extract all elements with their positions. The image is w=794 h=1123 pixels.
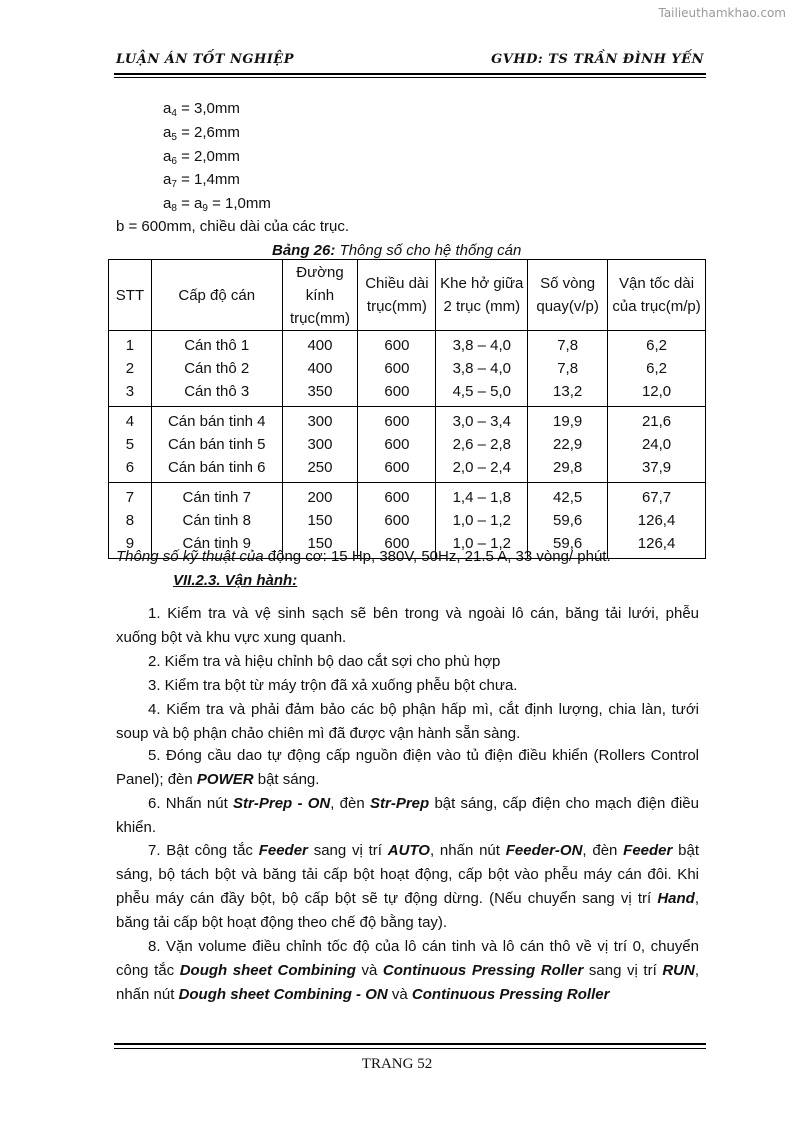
table-row: 7 Cán tinh 7 200 600 1,4 – 1,8 42,5 67,7	[109, 483, 706, 510]
dim-a8-a9: $a_8 = a_9 = 1,0mm$	[163, 195, 271, 214]
col-header-gap: Khe hở giữa 2 trục (mm)	[436, 260, 528, 331]
page-header	[116, 50, 704, 72]
col-header-level: Cấp độ cán	[151, 260, 282, 331]
motor-spec-line: Thông số kỹ thuật của động cơ: 15 Hp, 380V, 50Hz, 21.5 A, 33 vòng/ phút.	[116, 548, 611, 565]
step-4: 4. Kiểm tra và phải đảm bảo các bộ phận hấp mì, cắt định lượng, chia làn, tưới soup và bộ phận chảo chiên mì đã được vận hành sẵn sàng.	[116, 701, 699, 742]
table-row: 8 Cán tinh 8 150 600 1,0 – 1,2 59,6 126,4	[109, 509, 706, 532]
table-caption: Bảng 26: Thông số cho hệ thống cán	[272, 242, 522, 259]
col-header-rpm: Số vòng quay(v/p)	[528, 260, 608, 331]
dim-a4: $a_4 = 3,0mm$	[163, 100, 240, 119]
col-header-diameter: Đường kính trục(mm)	[282, 260, 358, 331]
footer-rule-thin	[114, 1048, 706, 1049]
step-2: 2. Kiểm tra và hiệu chỉnh bộ dao cắt sợi cho phù hợp	[148, 653, 501, 670]
step-7: 7. Bật công tắc Feeder sang vị trí AUTO, nhấn nút Feeder-ON, đèn Feeder bật sáng, bộ tách bột và băng tải cấp bột hoạt động, cấp bột vào phễu máy cán đôi. Khi phễu máy cán đầy bột, bộ cấp bột sẽ tự động dừng. (Nếu chuyển sang vị trí Hand, băng tải cấp bột hoạt động theo chế độ bằng tay).	[116, 842, 700, 931]
table-row: 9 Cán tinh 9 150 600 1,0 – 1,2 59,6 126,4	[109, 532, 706, 559]
dim-a7: $a_7 = 1,4mm$	[163, 171, 240, 190]
step-5: 5. Đóng cầu dao tự động cấp nguồn điện vào tủ điện điều khiển (Rollers Control Panel); đèn POWER bật sáng.	[116, 747, 699, 788]
watermark: Tailieuthamkhao.com	[658, 6, 786, 20]
header-rule	[114, 73, 706, 75]
roller-length-line: b = 600mm, chiều dài của các trục.	[116, 218, 350, 235]
table-row: 1 Cán thô 1 400 600 3,8 – 4,0 7,8 6,2	[109, 331, 706, 358]
header-advisor: GVHD: TS TRẦN ĐÌNH YẾN	[491, 52, 704, 67]
step-6: 6. Nhấn nút Str-Prep - ON, đèn Str-Prep bật sáng, cấp điện cho mạch điện điều khiển.	[116, 795, 699, 836]
step-1: 1. Kiểm tra và vệ sinh sạch sẽ bên trong và ngoài lô cán, băng tải lưới, phễu xuống bột và khu vực xung quanh.	[116, 605, 699, 646]
table-row: 4 Cán bán tinh 4 300 600 3,0 – 3,4 19,9 21,6	[109, 407, 706, 434]
table-row: 6 Cán bán tinh 6 250 600 2,0 – 2,4 29,8 37,9	[109, 456, 706, 483]
header-thesis-title: LUẬN ÁN TỐT NGHIỆP	[116, 52, 294, 67]
step-8: 8. Vặn volume điều chỉnh tốc độ của lô cán tinh và lô cán thô về vị trí 0, chuyển công tắc Dough sheet Combining và Continuous Pressing Roller sang vị trí RUN, nhấn nút Dough sheet Combining - ON và Continuous Pressing Roller	[116, 938, 700, 1003]
rolling-system-table	[108, 259, 706, 559]
step-3: 3. Kiểm tra bột từ máy trộn đã xả xuống phễu bột chưa.	[148, 677, 518, 694]
footer-rule	[114, 1043, 706, 1045]
dim-a6: $a_6 = 2,0mm$	[163, 148, 240, 167]
table-header-row	[109, 260, 706, 331]
col-header-length: Chiều dài trục(mm)	[358, 260, 436, 331]
col-header-stt: STT	[109, 260, 152, 331]
table-row: 3 Cán thô 3 350 600 4,5 – 5,0 13,2 12,0	[109, 380, 706, 407]
section-heading: VII.2.3. Vận hành:	[173, 572, 298, 589]
table-row: 5 Cán bán tinh 5 300 600 2,6 – 2,8 22,9 24,0	[109, 433, 706, 456]
table-row: 2 Cán thô 2 400 600 3,8 – 4,0 7,8 6,2	[109, 357, 706, 380]
dim-a5: $a_5 = 2,6mm$	[163, 124, 240, 143]
header-rule-thin	[114, 77, 706, 78]
page-number: TRANG 52	[361, 1056, 433, 1072]
col-header-speed: Vận tốc dài của trục(m/p)	[608, 260, 706, 331]
